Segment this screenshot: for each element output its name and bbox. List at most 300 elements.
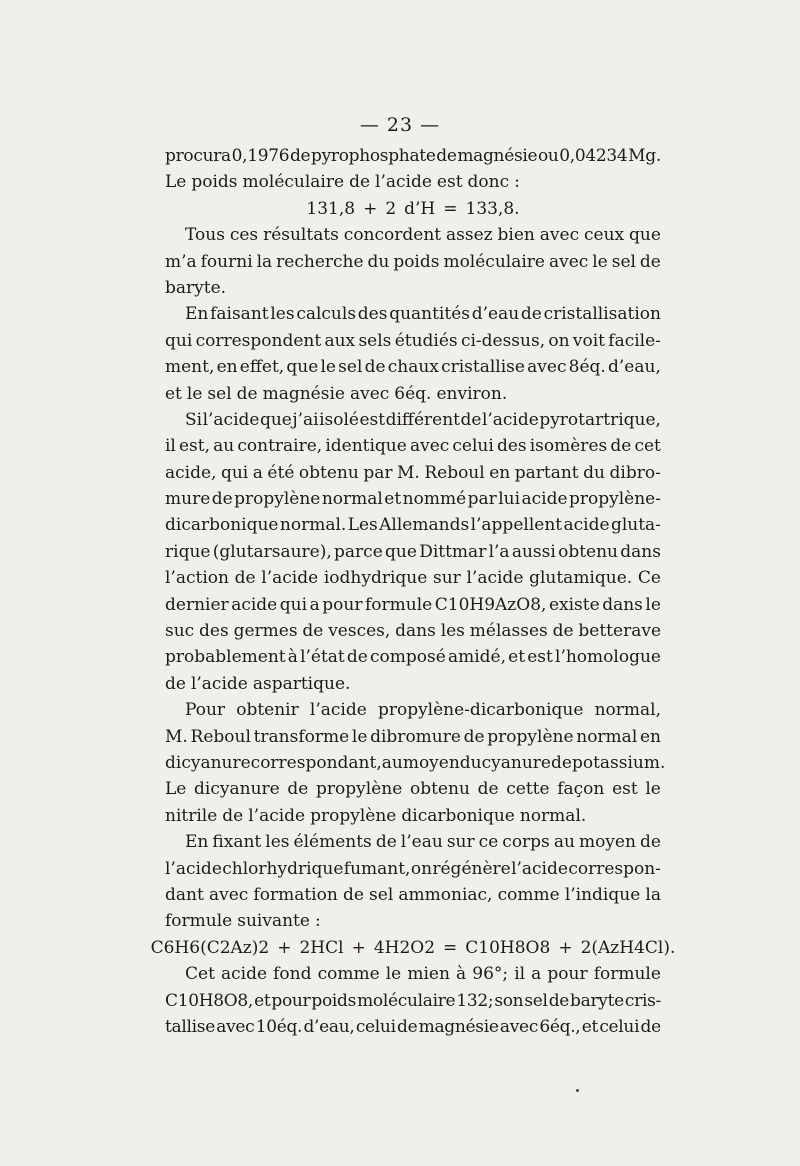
word: 10éq. <box>255 1016 303 1037</box>
word: acide, <box>165 462 217 483</box>
word: : <box>514 172 520 193</box>
word: + <box>558 937 573 958</box>
word: 8éq. <box>568 357 606 378</box>
word: Pour <box>185 700 226 721</box>
text-line <box>165 143 661 169</box>
word: l’homologue <box>555 647 661 668</box>
word: façon <box>557 779 605 800</box>
word: M. <box>397 462 420 483</box>
word: étudiés <box>394 330 458 351</box>
text-line <box>165 486 661 512</box>
word: par <box>363 462 393 483</box>
word: le <box>186 383 203 404</box>
word: de <box>397 1016 418 1037</box>
word: pour <box>271 990 311 1011</box>
word: le <box>592 251 608 272</box>
word: Reboul <box>424 462 485 483</box>
word: comme <box>317 964 380 985</box>
word: dibro- <box>609 462 661 483</box>
word: partant <box>514 462 579 483</box>
word: avec <box>548 251 589 272</box>
word: dans <box>395 621 436 642</box>
word: probablement <box>165 647 286 668</box>
word: formule <box>364 594 433 615</box>
word: Si <box>185 409 203 430</box>
word: obtenu <box>558 541 619 562</box>
word: dans <box>620 541 661 562</box>
word: transforme <box>253 726 350 747</box>
word: normal <box>321 489 383 510</box>
word: 132; <box>456 990 494 1011</box>
word: du <box>583 462 606 483</box>
word: dibromure <box>370 726 461 747</box>
text-line <box>165 222 661 248</box>
ink-speck <box>576 1089 579 1092</box>
word: propylène <box>316 779 403 800</box>
word: les <box>265 832 290 853</box>
word: l’a <box>488 541 510 562</box>
word: les <box>270 304 295 325</box>
word: avec <box>409 436 450 457</box>
word: au <box>381 752 403 773</box>
word: gluta- <box>610 515 661 536</box>
word: de <box>234 568 256 589</box>
word: suivante <box>237 911 310 932</box>
text-line <box>165 856 661 882</box>
word: on <box>410 858 433 879</box>
word: l’acide <box>190 673 248 694</box>
word: comme <box>497 884 560 905</box>
word: quantités <box>389 304 470 325</box>
word: + <box>277 937 292 958</box>
word: de <box>639 832 661 853</box>
word: (glutarsaure), <box>212 541 332 562</box>
body-text <box>150 143 676 1040</box>
word: aspartique. <box>252 673 351 694</box>
word: dicarbonique <box>165 515 279 536</box>
word: des <box>496 436 527 457</box>
word: l’état <box>300 647 345 668</box>
word: que <box>259 409 292 430</box>
word: assez <box>446 225 493 246</box>
word: éléments <box>293 832 372 853</box>
word: est <box>436 172 463 193</box>
word: dicyanure <box>165 752 251 773</box>
word: de <box>463 726 485 747</box>
word: poids <box>191 172 238 193</box>
word: Cet <box>185 964 215 985</box>
word: C10H8O8, <box>165 990 254 1011</box>
word: chaux <box>387 357 439 378</box>
word: amidé, <box>447 647 507 668</box>
word: cet <box>634 436 661 457</box>
text-line <box>165 671 661 697</box>
word: C6H6(C2Az)2 <box>150 937 270 958</box>
word: de <box>236 383 258 404</box>
word: et <box>508 647 526 668</box>
word: 133,8. <box>465 198 520 219</box>
word: moléculaire <box>242 172 345 193</box>
word: et <box>254 990 271 1011</box>
word: le <box>320 357 336 378</box>
word: est, <box>179 436 211 457</box>
word: fond <box>273 964 312 985</box>
word: En <box>185 304 209 325</box>
word: rique <box>165 541 211 562</box>
word: identique <box>325 436 407 457</box>
word: dant <box>165 884 204 905</box>
word: la <box>645 884 661 905</box>
word: des <box>199 621 229 642</box>
word: magnésie <box>457 146 538 166</box>
word: est <box>612 779 638 800</box>
word: par <box>467 489 497 510</box>
word: fixant <box>212 832 262 853</box>
word: mien <box>407 964 450 985</box>
word: son <box>494 990 524 1011</box>
word: formation <box>253 884 338 905</box>
word: l’acide <box>466 568 524 589</box>
word: d’eau, <box>608 357 661 378</box>
text-line <box>165 565 661 591</box>
word: au <box>553 832 575 853</box>
word: chlorhydrique <box>222 858 344 879</box>
word: ment, <box>165 357 215 378</box>
text-line <box>150 935 676 961</box>
word: aussi <box>511 541 556 562</box>
word: Reboul <box>190 726 251 747</box>
word: obtenir <box>236 700 299 721</box>
word: Les <box>347 515 378 536</box>
word: de <box>342 884 364 905</box>
word: l’acide <box>481 409 539 430</box>
word: correspondent <box>195 330 322 351</box>
word: 4H2O2 <box>373 937 436 958</box>
word: mure <box>165 489 211 510</box>
word: correspon- <box>568 858 661 879</box>
word: nitrile <box>165 805 218 826</box>
word: germes <box>233 621 298 642</box>
word: de <box>287 779 309 800</box>
word: cristallisation <box>543 304 661 325</box>
word: facile- <box>608 330 661 351</box>
word: 2(AzH4Cl). <box>580 937 676 958</box>
word: propylène <box>310 805 397 826</box>
word: que <box>629 225 661 246</box>
word: propylène-dicarbonique <box>377 700 584 721</box>
word: l’acide <box>375 172 432 193</box>
word: en <box>489 462 511 483</box>
word: ci-dessus, <box>460 330 546 351</box>
word: celui <box>599 1016 640 1037</box>
word: aux <box>324 330 356 351</box>
word: Le <box>165 172 187 193</box>
word: 131,8 <box>306 198 356 219</box>
word: a <box>252 462 263 483</box>
text-line <box>165 618 661 644</box>
word: fourni <box>200 251 253 272</box>
word: l’acide <box>309 700 367 721</box>
word: mélasses <box>469 621 548 642</box>
word: Le <box>165 779 187 800</box>
word: tallise <box>165 1016 215 1037</box>
word: glutamique. <box>529 568 633 589</box>
word: sel <box>524 990 548 1011</box>
word: acide <box>521 489 568 510</box>
word: cris- <box>624 990 661 1011</box>
word: de <box>289 146 311 166</box>
word: qui <box>279 594 308 615</box>
word: contraire, <box>237 436 323 457</box>
word: du <box>367 251 390 272</box>
word: poids <box>393 251 440 272</box>
word: de <box>548 990 570 1011</box>
word: ou <box>537 146 559 166</box>
word: lui <box>498 489 521 510</box>
word: de <box>460 409 482 430</box>
word: = <box>443 937 458 958</box>
word: procura <box>165 146 231 166</box>
word: résultats <box>263 225 339 246</box>
word: sel <box>369 884 394 905</box>
word: avec <box>349 383 390 404</box>
word: sur <box>446 832 475 853</box>
word: concordent <box>343 225 442 246</box>
word: isomères <box>529 436 608 457</box>
word: pyrotartrique, <box>539 409 661 430</box>
word: moléculaire <box>357 990 456 1011</box>
text-line <box>165 644 661 670</box>
word: avec <box>527 357 567 378</box>
word: en <box>639 726 661 747</box>
word: il <box>165 436 176 457</box>
text-line <box>165 697 661 723</box>
word: bien <box>497 225 535 246</box>
word: avec <box>499 1016 539 1037</box>
text-line <box>165 433 661 459</box>
word: composé <box>370 647 446 668</box>
word: : <box>314 911 321 932</box>
word: le <box>385 964 402 985</box>
text-line <box>165 829 661 855</box>
word: qui <box>220 462 249 483</box>
word: à <box>287 647 298 668</box>
word: que <box>286 357 319 378</box>
text-line <box>165 381 661 407</box>
word: formule <box>593 964 661 985</box>
word: ceux <box>584 225 625 246</box>
word: le <box>645 779 661 800</box>
text-line <box>165 460 661 486</box>
word: betterave <box>578 621 661 642</box>
word: le <box>645 594 661 615</box>
word: + <box>351 937 366 958</box>
word: dernier <box>165 594 229 615</box>
word: j’ai <box>292 409 319 430</box>
text-line <box>165 776 661 802</box>
word: ammoniac, <box>398 884 493 905</box>
word: voit <box>572 330 605 351</box>
word: de <box>551 752 572 773</box>
word: été <box>267 462 295 483</box>
word: que <box>385 541 417 562</box>
text-line <box>165 301 661 327</box>
word: sel <box>611 251 636 272</box>
word: isolé <box>319 409 359 430</box>
word: effet, <box>239 357 285 378</box>
word: propylène <box>234 489 321 510</box>
text-line <box>165 908 661 934</box>
word: 2HCl <box>299 937 344 958</box>
word: sels <box>358 330 392 351</box>
word: Ce <box>637 568 661 589</box>
word: l’acide <box>165 858 222 879</box>
text-line <box>165 803 661 829</box>
word: m’a <box>165 251 197 272</box>
word: de <box>610 436 632 457</box>
word: normal, <box>594 700 661 721</box>
word: propylène <box>487 726 574 747</box>
word: baryte <box>570 990 624 1011</box>
word: pour <box>547 964 588 985</box>
word: cette <box>506 779 550 800</box>
text-line <box>165 249 661 275</box>
word: ce <box>478 832 499 853</box>
word: 2 <box>385 198 397 219</box>
word: dans <box>602 594 643 615</box>
word: pyrophosphate <box>310 146 436 166</box>
word: de <box>211 489 233 510</box>
word: du <box>459 752 482 773</box>
word: normal. <box>519 805 587 826</box>
word: de <box>165 673 186 694</box>
word: de <box>222 805 244 826</box>
text-line <box>165 750 666 776</box>
word: nommé <box>402 489 467 510</box>
word: acide <box>563 515 610 536</box>
word: qui <box>165 330 193 351</box>
word: normal. <box>279 515 347 536</box>
word: sel <box>338 357 363 378</box>
word: sur <box>433 568 461 589</box>
word: le <box>351 726 368 747</box>
word: de <box>436 146 457 166</box>
word: baryte. <box>165 277 227 298</box>
word: de <box>520 304 542 325</box>
word: vesces, <box>328 621 391 642</box>
word: dicyanure <box>194 779 280 800</box>
word: il <box>514 964 526 985</box>
word: Dittmar <box>419 541 487 562</box>
word: C10H9AzO8, <box>434 594 547 615</box>
text-line <box>165 592 661 618</box>
word: fumant, <box>343 858 411 879</box>
text-line <box>165 169 661 195</box>
word: + <box>363 198 378 219</box>
word: l’acide <box>202 409 260 430</box>
word: faisant <box>210 304 269 325</box>
word: est <box>527 647 553 668</box>
text-line <box>165 539 661 565</box>
word: l’acide <box>511 858 568 879</box>
word: iodhydrique <box>323 568 428 589</box>
word: de <box>349 172 371 193</box>
word: moléculaire <box>443 251 545 272</box>
word: acide <box>231 594 278 615</box>
word: de <box>552 621 574 642</box>
word: l’action <box>165 568 229 589</box>
word: poids <box>311 990 357 1011</box>
word: M. <box>165 726 188 747</box>
word: 0,04234 <box>559 146 628 166</box>
word: différent <box>385 409 461 430</box>
word: obtenu <box>298 462 359 483</box>
word: et <box>384 489 402 510</box>
word: ces <box>229 225 259 246</box>
word: acide <box>221 964 268 985</box>
word: magnésie <box>262 383 345 404</box>
text-line <box>165 961 661 987</box>
word: en <box>216 357 238 378</box>
word: et <box>165 383 182 404</box>
text-line <box>165 1014 661 1040</box>
word: au <box>213 436 235 457</box>
word: a <box>531 964 542 985</box>
word: de <box>640 1016 661 1037</box>
text-line <box>165 988 661 1014</box>
word: normal <box>576 726 638 747</box>
word: En <box>185 832 209 853</box>
word: de <box>346 647 368 668</box>
word: celui <box>355 1016 396 1037</box>
word: parce <box>334 541 383 562</box>
word: avec <box>208 884 249 905</box>
word: potassium. <box>571 752 666 773</box>
text-line <box>165 275 661 301</box>
text-line <box>165 354 661 380</box>
word: avec <box>539 225 580 246</box>
word: l’eau <box>400 832 443 853</box>
word: de <box>639 251 661 272</box>
word: donc <box>467 172 510 193</box>
word: cristallise <box>441 357 525 378</box>
word: à <box>456 964 467 985</box>
word: formule <box>165 911 233 932</box>
text-line <box>165 407 661 433</box>
page-number: — 23 — <box>359 114 441 136</box>
text-line <box>165 512 661 538</box>
word: régénère <box>432 858 511 879</box>
word: calculs <box>296 304 357 325</box>
word: a <box>309 594 320 615</box>
word: d’eau <box>471 304 520 325</box>
word: correspondant, <box>250 752 382 773</box>
word: moyen <box>402 752 460 773</box>
word: l’acide <box>261 568 319 589</box>
word: existe <box>548 594 600 615</box>
text-line <box>165 724 661 750</box>
word: obtenu <box>409 779 470 800</box>
word: l’acide <box>248 805 306 826</box>
word: cyanure <box>481 752 551 773</box>
text-line <box>165 196 661 222</box>
word: de <box>477 779 499 800</box>
word: on <box>548 330 570 351</box>
word: dicarbonique <box>401 805 515 826</box>
text-line <box>165 328 661 354</box>
word: l’appellent <box>470 515 563 536</box>
word: Tous <box>185 225 225 246</box>
